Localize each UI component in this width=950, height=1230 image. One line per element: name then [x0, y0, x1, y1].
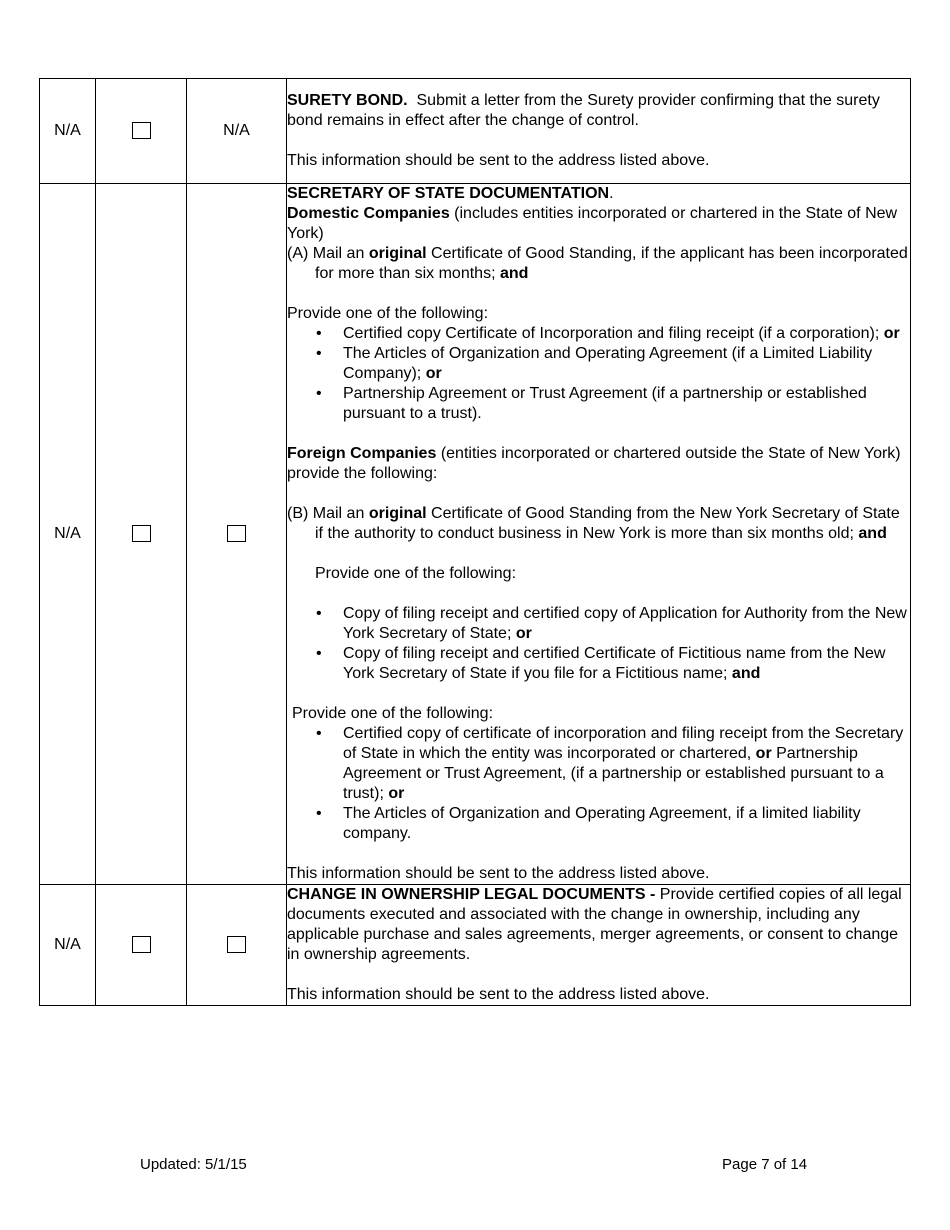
list-item: • Certified copy of certificate of incorporation and filing receipt from the Secretary of State in which the entity was incorporated or chartered, or Partnership Agreement or Trust Agreement, (if a partnership or established pursuant to a trust); or: [343, 724, 910, 804]
na-cell: N/A: [187, 79, 287, 184]
requirement-description: SECRETARY OF STATE DOCUMENTATION. Domestic Companies (includes entities incorporated or chartered in the State of New York) (A) Mail an original Certificate of Good Standing, if the applicant has been incorporated for more than six months; and Provide one of the following: • Certified copy Certificate of Incorporation and filing receipt (if a corporation); or • The Articles of Organization and Operating Agreement (if a Limited Liability Company); or • Partnership Agreement or Trust Agreement (if a partnership or established pursuant to a trust). Foreign Companies (entities incorporated or chartered outside the State of New York) provide the following: (B) Mail an original Certificate of Good Standing from the New York Secretary of State if the authority to conduct business in New York is more than six months old; and Provide one of the following: • Copy of filing receipt and certified copy of Application for Authority from the New York Secretary of State; or • Copy of filing receipt and certified Certificate of Fictitious name from the New York Secretary of State if you file for a Fictitious name; and Provide one of the following: • Certified copy of certificate of incorporation and filing receipt from the Secretary of State in which the entity was incorporated or chartered, or Partnership Agreement or Trust Agreement, (if a partnership or established pursuant to a trust); or • The Articles of Organization and Operating Agreement, if a limited liability company. This information should be sent to the address listed above.: [287, 184, 911, 885]
list-item: • The Articles of Organization and Operating Agreement (if a Limited Liability Company); or: [343, 344, 910, 384]
closing-note: This information should be sent to the address listed above.: [287, 152, 710, 169]
list-item: • Certified copy Certificate of Incorporation and filing receipt (if a corporation); or: [343, 324, 910, 344]
closing-note: This information should be sent to the address listed above.: [287, 865, 710, 882]
requirement-description: SURETY BOND. Submit a letter from the Surety provider confirming that the surety bond remains in effect after the change of control. This information should be sent to the address listed above.: [287, 79, 911, 184]
table-row: [40, 184, 911, 885]
checkbox[interactable]: [227, 936, 246, 953]
updated-date: Updated: 5/1/15: [140, 1156, 247, 1173]
checkbox[interactable]: [132, 936, 151, 953]
list-item: • Partnership Agreement or Trust Agreement (if a partnership or established pursuant to a trust).: [343, 384, 910, 424]
checkbox[interactable]: [132, 525, 151, 542]
surety-title: SURETY BOND.: [287, 92, 408, 109]
list-item: • The Articles of Organization and Operating Agreement, if a limited liability company.: [343, 804, 910, 844]
na-cell: N/A: [40, 79, 96, 184]
list-item: • Copy of filing receipt and certified copy of Application for Authority from the New York Secretary of State; or: [343, 604, 910, 644]
domestic-options-list: [287, 324, 910, 424]
section-title: SECRETARY OF STATE DOCUMENTATION: [287, 185, 610, 202]
list-item: • Copy of filing receipt and certified Certificate of Fictitious name from the New York Secretary of State if you file for a Fictitious name; and: [343, 644, 910, 684]
checkbox[interactable]: [227, 525, 246, 542]
table-row: [40, 885, 911, 1006]
na-cell: N/A: [40, 184, 96, 885]
na-cell: N/A: [40, 885, 96, 1006]
foreign-options-list: [287, 604, 910, 684]
entity-options-list: [287, 724, 910, 844]
checkbox[interactable]: [132, 122, 151, 139]
section-title: CHANGE IN OWNERSHIP LEGAL DOCUMENTS -: [287, 886, 656, 903]
requirement-description: CHANGE IN OWNERSHIP LEGAL DOCUMENTS - Provide certified copies of all legal documents executed and associated with the change in ownership, including any applicable purchase and sales agreements, merger agreements, or consent to change in ownership agreements. This information should be sent to the address listed above.: [287, 885, 911, 1006]
requirements-table: [39, 78, 911, 1006]
table-row: [40, 79, 911, 184]
page-number: Page 7 of 14: [722, 1156, 808, 1173]
closing-note: This information should be sent to the address listed above.: [287, 986, 710, 1003]
